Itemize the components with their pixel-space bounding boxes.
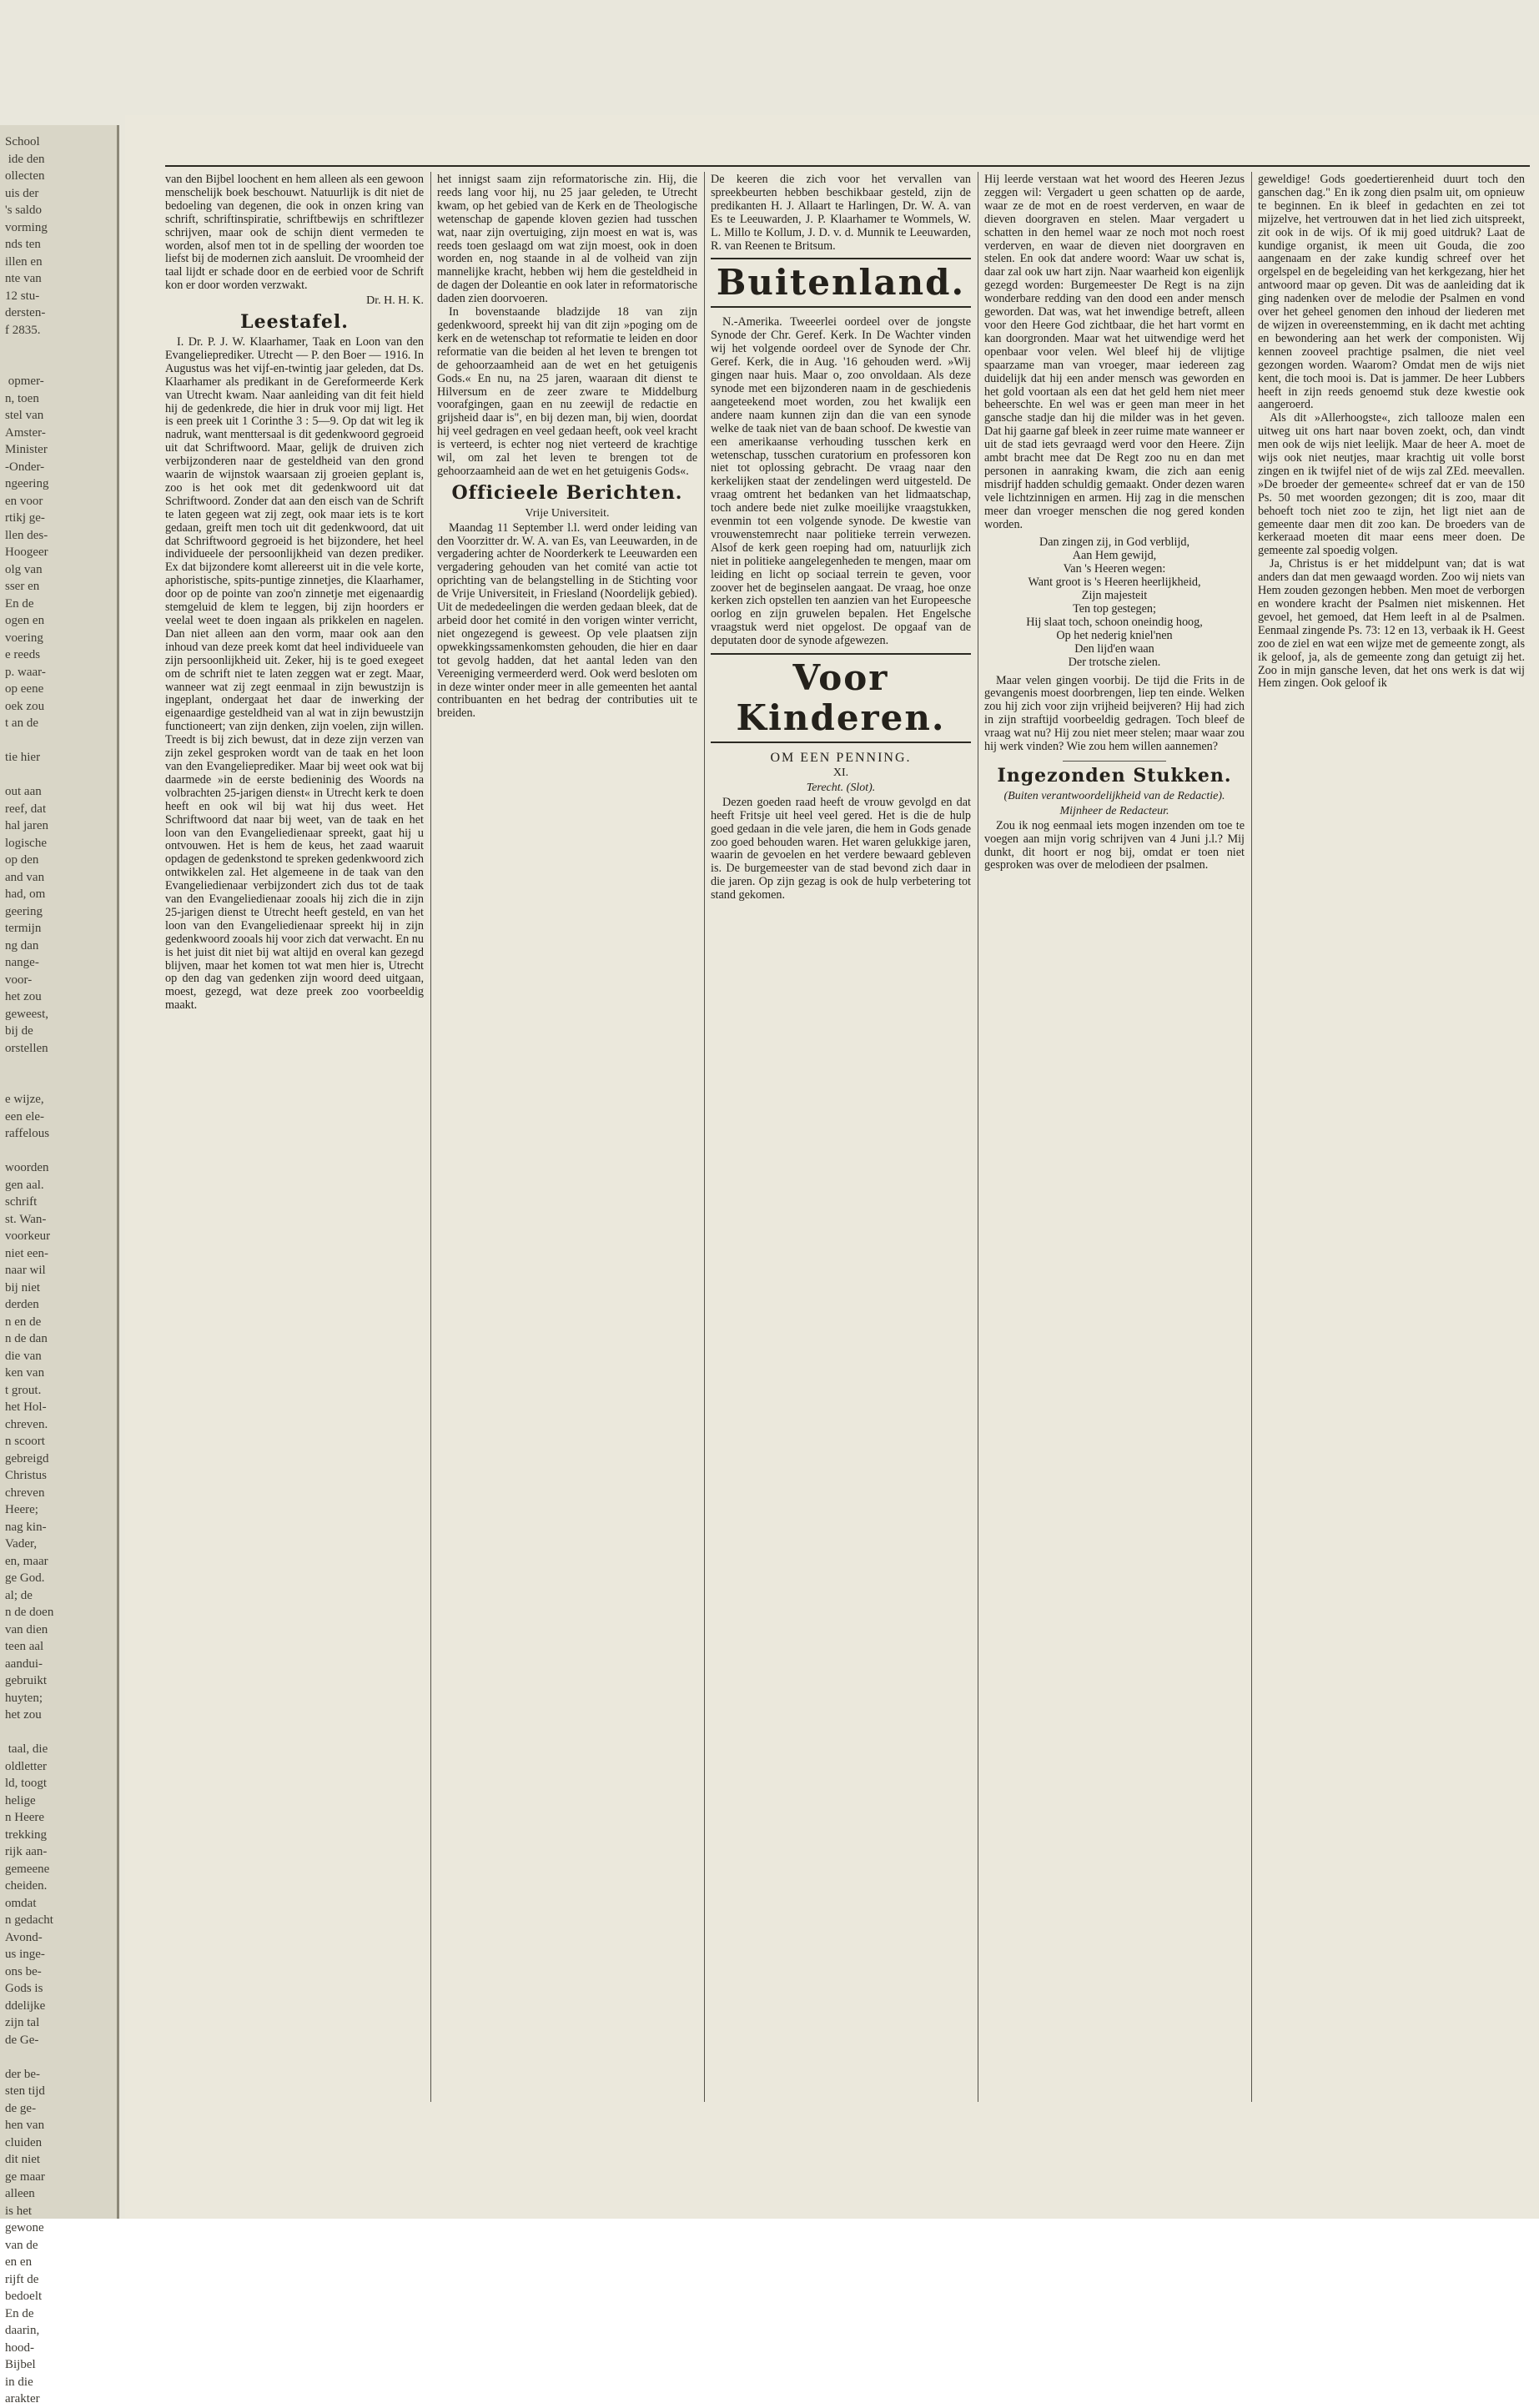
previous-page-fragments: School ide den ollecten uis der 's saldo vorming nds ten illen en nte van 12 stu- dersten- f 2835. opmer- n, toen stel van Amster- Minister -Onder- ngeering en voor rtikj ge- llen des- Hoogeer olg van sser en En de ogen en voering e reeds p. waar- op eene oek zou t an de tie hier out aan reef, dat hal jaren logische op den and van had, om geering termijn ng dan nange- voor- het zou geweest, bij de orstellen e wijze, een ele- raffelous woorden gen aal. schrift st. Wan- voorkeur niet een- naar wil bij niet derden n en de n de dan die van ken van t grout. het Hol- chreven. n scoort gebreigd Christus chreven Heere; nag kin- Vader, en, maar ge God. al; de n de doen van dien teen aal aandui- gebruikt huyten; het zou taal, die oldletter ld, toogt helige n Heere trekking rijk aan- gemeene cheiden. omdat n gedacht Avond- us inge- ons be- Gods is ddelijke zijn tal de Ge- der be- sten tijd de ge- hen van cluiden dit niet ge maar alleen is het gewone van de en en rijft de bedoelt En de daarin, hood- Bijbel in die arakter <box>5 135 54 2405</box>
psalm-line: Op het nederig kniel'nen <box>1056 628 1173 642</box>
psalm-line: Der trotsche zielen. <box>1068 655 1161 669</box>
column-5-intro: geweldige! Gods goedertierenheid duurt toch den ganschen dag." En ik zong dien psalm uit, om opnieuw te beginnen. En ik bleef in gedachten en zei tot mijzelve, het vertrouwen dat in het lied zich uitspreekt, zit ook in de wijs. Of ik mij goed uitdruk? Laat de kundige organist, ik meen uit Gouda, die zoo aangenaam en der zake kundig schreef over het orgelspel en de begeleiding van het kerkgezang, hier het antwoord maar op geven. Dit was de aanleiding dat ik ging nadenken over de melodie der Psalmen en vond over het geheel genomen den inhoud der liederen met de wijzen in overeenstemming, en ik dacht met achting en bewondering aan het werk der componisten. Wij kennen zooveel prachtige psalmen, die niet veel gezongen worden. Waarom? Omdat men de wijs niet kent, die toch mooi is. Dat is jammer. De heer Lubbers heeft in zijn reeds genoemd stuk deze kwestie ook aangeroerd. <box>1258 173 1525 412</box>
column-2-article: In bovenstaande bladzijde 18 van zijn gedenkwoord, spreekt hij van dit zijn »poging om de kerk en de wetenschap tot reformatie te leiden en door reformatie van die beiden al het leven te brengen tot de gehoorzaamheid aan de wet en het getuigenis Gods.« En nu, na 25 jaren, waaraan dit dienst te Hilversum en de zeer zware te Middelburg voorafgingen, gaan en nu zeewijl de redactie en grijsheid daar is", en bij dezen man, bij wien, doordat hij veel gedragen en veel gedaan heeft, ook veel kracht is verteerd, is echter nog niet verteerd de krachtige wil, om zal het leven te brengen tot de gehoorzaamheid aan de wet en het getuigenis Gods«. <box>437 305 697 478</box>
column-1 <box>165 173 424 2102</box>
leestafel-article: I. Dr. P. J. W. Klaarhamer, Taak en Loon van den Evangelieprediker. Utrecht — P. den Boer — 1916. In Augustus was het vijf-en-twintig jaar geleden, dat Ds. Klaarhamer als predikant in de Gereformeerde Kerk van Utrecht kwam. Naar aanleiding van dit feit hield hij de gedenkrede, die hier in druk voor mij ligt. Het is een preek uit 1 Corinthe 3 : 5—9. Op dat wit leg ik nadruk, want menttersaal is dit gedenkwoord gegroeid uit dat Schriftwoord. Maar, gelijk de druiven zich verbijzonderen naar de gesteldheid van den grond waarin de wijnstok waarsaan zij groeien geplant is, zoo is het ook met dit gedenkwoord uit dat Schriftwoord. Zonder dat aan den eisch van de Schrift te laten gegeen wat zij zegt, ook maar iets is te kort gedaan, greift men toch uit dit gedenkwoord, dat uit dat Schriftwoord gegroeid is het bijzondere, het heel individueele der persoonlijkheid van dezen prediker. Ex dat bijzondere komt allereerst uit in die vele korte, aphoristische, spits-puntige zinnetjes, die Klaarhamer, door op de pointe van zoo'n zinnetje met eigenaardig stemgeluid de klem te leggen, bij zijn hoorders er veelal weet te doen ingaan als prikkelen en nagelen. Dan niet alleen aan den vorm, maar ook aan den inhoud van deze preek komt dat heel individueele van zijn persoonlijkheid uit. Zeker, hij is te goed exegeet om de schrift niet te laten zeggen wat er zegt. Maar, wanneer wat zij zegt eenmaal in zijn bewustzijn is ingeplant, ondergaat het daar de inwerking der eigenaardige gesteldheid van al wat in zijn bewustzijn functioneert; van zijn denken, zijn voelen, zijn willen. Treedt is bij zich bewust, dat in deze zijn verzen van zijn zekel gesproken wordt van de taak en het loon van den Evangelieprediker. Maar bij weet ook wat bij daarmede »in de eerste bedieninig des Woords na volbrachten 25-jarigen dienst« in Utrecht kerk te doen heeft en ook wil bij wat hij dus weet. Het Schriftwoord dat naar bij weet, van de taak en het loon van den Evangeliedienaar spreekt, gaat hij u ontvouwen. Het is hem de keus, het zaad waaruit opdagen de gedenkstond te spreken gedenkwoord zich ontwikkelen zal. Het algemeene in de taak van den Evangeliedienaar verbijzondert zich dus tot de taak van den Evangeliedienaar zooals hij zich die in zijn 25-jarigen dienst te Utrecht heeft gesteld, en van het loon van den Evangeliedienaar spreekt hij in zijn gedenkwoord zooals hij voor zich dat verwacht. En nu is het juist dit niet bij wat altijd en overal kan gezegd blijven, maar het komen tot wat men hier is, Utrecht op den dag van gedenken zijn woord deed uitgaan, moest, gezegd, wat deze preek zoo voorbeeldig maakt. <box>165 334 424 1013</box>
column-2-intro: het innigst saam zijn reformatorische zin. Hij, die reeds lang voor hij, nu 25 jaar geleden, te Utrecht kwam, op het gebied van de Kerk en de Theologische wetenschap de gapende kloven gezien had tusschen wat, naar zijn overtuiging, zijn moest en wat is, was reeds toen geslaagd om wat zijn moest, ook in doen worden en, nog staande in al de volheid van zijn mannelijke kracht, hebben wij hem die gesteldheid in de dagen der Doleantie en ook later in reformatorische daden zien doorvoeren. <box>437 173 697 306</box>
column-divider <box>430 172 431 2102</box>
column-1-intro: van den Bijbel loochent en hem alleen als een gewoon menschelijk boek beschouwt. Natuurlijk is dit niet de bedoeling van degenen, die ook in onzen kring van schrift, schriftinspiratie, schriftbewijs en schriftlezer schrijven, maar ook de schijn dient vermeden te worden, alsof men tot in de spelling der woorden toe liefst bij de modernen zich aansluit. De vroomheid der taal lijdt er schade door en de eerbied voor de Schrift kon er door worden verzwakt. <box>165 173 424 293</box>
psalm-line: Want groot is 's Heeren heerlijkheid, <box>1028 576 1201 590</box>
column-2 <box>437 173 697 2102</box>
story-title: OM EEN PENNING. <box>770 751 912 766</box>
section-heading-buitenland: Buitenland. <box>711 258 971 308</box>
column-4-intro: Hij leerde verstaan wat het woord des Heeren Jezus zeggen wil: Vergadert u geen schatten op de aarde, waar ze de mot en de roest verderven, en waar de dieven doorgraven en stelen. Maar vergadert u schatten in den hemel waar ze noch mot noch roest verderven, en waar de dieven niet doorgraven en stelen. En ook dat andere woord: Waar uw schat is, daar zal ook uw hart zijn. Naar waarheid kon eigenlijk gezegd worden: Burgemeester De Regt is na zijn wonderbare redding van den dood een ander mensch geworden. Dat was, wat het inwendige betreft, alleen voor den Heere God zichtbaar, die het hart vormt en kan doorgronden. Maar wat het uitwendige werd het openbaar voor velen. Wel bleef hij de vlijtige spaarzame man van vroeger, maar iedereen zag duidelijk dat hij een ander mensch was geworden en het gold voortaan als een dat het geld hem niet meer beheerschte. En wel was er geen man meer in het gansche stadje dan hij die milder was in het geven. Dat hij gaarne gaf bleek in zeer ruime mate wanneer er uit de stad iets gevraagd werd voor den Heere. Zijn ambt bracht mee dat De Regt zoo nu en dan met personen in aanraking kwam, die zich aan eenig misdrijf hadden schuldig gemaakt. Onder dezen waren vele lichtzinnigen en armen. Hij zag in die menschen meer dan vroeger menschen die nog gered konden worden. <box>984 173 1245 531</box>
column-3-intro: De keeren die zich voor het vervallen van spreekbeurten hebben beschikbaar gesteld, zijn de predikanten H. J. Allaart te Harlingen, Dr. W. A. van Es te Leeuwarden, J. P. Klaarhamer te Wommels, W. L. Millo te Kollum, J. D. v. d. Munnik te Leeuwarden, R. van Reenen te Britsum. <box>711 173 971 253</box>
psalm-line: Hij slaat toch, schoon oneindig hoog, <box>1026 615 1203 629</box>
psalm-line: Ten top gestegen; <box>1073 602 1156 616</box>
column-divider <box>704 172 705 2102</box>
stukken-disclaimer: (Buiten verantwoordelijkheid van de Redactie). <box>1003 789 1225 802</box>
column-5-article: Als dit »Allerhoogste«, zich tallooze malen een uitweg uit ons hart naar boven zoekt, och, dan vindt men ook de wijs niet leelijk. Maar de heer A. moet de wijs ook niet neutjes, maar krachtig uit volle borst zingen en ik twijfel niet of de wijs zal ZEd. meevallen. »De broeder der gemeente« schreef dat er van de 150 Ps. 50 met woorden gezongen; dit is zoo, maar dit behoeft toch niet zoo te zijn, het ligt niet aan de gemeente daar men dit zoo kan. De broeders van de kerkeraad moeten dit maar eens meer doen. De gemeente zal spoedig volgen. <box>1258 411 1525 558</box>
stukken-salutation: Mijnheer de Redacteur. <box>1059 804 1169 817</box>
story-chapter: XI. <box>832 767 849 779</box>
column-divider <box>1251 172 1252 2102</box>
section-heading-official: Officieele Berichten. <box>451 481 683 504</box>
column-4 <box>984 173 1245 2102</box>
official-article: Maandag 11 September l.l. werd onder leiding van den Voorzitter dr. W. A. van Es, van Leeuwarden, in de vergadering achter de Noorderkerk te Leeuwarden een vergadering gehouden van het comité van actie tot oprichting van de belangstelling in de Stichting voor de Vrije Universiteit, in Friesland (Noordelijk gebied). Uit de mededeelingen die werden gedaan bleek, dat de arbeid door het comité in den vorigen winter verricht, niet ongezegend is geweest. Op vele plaatsen zijn opwekkingssamenkomsten gehouden, die hier en daar tot gevolg hadden, dat het aantal leden van den Vereeniging vermeerderd werd. Ook werd besloten om in deze winter onder meer in alle gemeenten het aantal contribuanten en het bedrag der contributies uit te breiden. <box>437 520 697 721</box>
story-place: Terecht. (Slot). <box>806 781 876 794</box>
column-5-closing: Ja, Christus is er het middelpunt van; dat is wat anders dan dat men gewaagd worden. Zoo wij niets van Hem zouden gezongen hebben. Men moet de verborgen en wondere kracht der Psalmen niet miskennen. Het gevoel, het gemoed, dat Hem leeft in al de Psalmen. Eenmaal zingende Ps. 73: 12 en 13, verbaak ik H. Geest zoo de ziel en wat een wijze met de gemeente zongt, als ik geloof, ja, als de gemeente zong dan getuigt zij het. Zoo in mijn gansche leven, dat het ons werk is dat wij Hem zingen. Ook geloof ik <box>1258 557 1525 691</box>
newspaper-columns <box>165 165 1530 2102</box>
kinderen-article: Dezen goeden raad heeft de vrouw gevolgd en dat heeft Fritsje uit heel veel gered. Het is die de hulp goed gedaan in die vele jaren, die hem in Gods genade zoo goed behouden waren. Het waren gelukkige jaren, waarin de gevoelen en het verdere bewaard gebleven is. De burgemeester van de stad bevond zich daar in die jaren. Op zijn gezag is ook de hulp verbetering tot stand gekomen. <box>711 795 971 902</box>
previous-page-edge <box>0 125 119 2405</box>
column-3 <box>711 173 971 2102</box>
psalm-line: Zijn majesteit <box>1081 589 1148 603</box>
column-5 <box>1258 173 1525 2102</box>
buitenland-article: N.-Amerika. Tweeerlei oordeel over de jongste Synode der Chr. Geref. Kerk. In De Wachter vinden wij het volgende oordeel over de Synode der Chr. Geref. Kerk, die in Aug. '16 gehouden werd. »Wij gingen naar huis. Maar o, zoo onvoldaan. Als deze synode met een bijzonderen naam in de geschiedenis aangeteekend moet worden, zou het kwalijk een andere naam kunnen zijn dan die van een synode welke de taak niet van de baan schoof. De kwestie van een amerikaanse verhouding tusschen kerk en wetenschap, tusschen curatorium en professoren kon niet tot oplossing gebracht. De vraag naar den kerkelijken staat der zendelingen werd uitgesteld. De vraag omtrent het bedanken van het lidmaatschap, toch andere bede niet zulke moeilijke vraagstukken, evenmin tot een volgende synode. De kwestie van vrouwenstemrecht naar politieke terrein verwezen. Alsof de kerk geen roeping had om, natuurlijk zich niet in politieke aangelegenheden te mengen, maar om leiding en licht op sociaal terrein te geven, voor zoover het de beginselen aangaat. De vraag, hoe onze kerken zich opstellen ten aanzien van het Europeesche oorlog en zijn gruwelen bepalen. Het Engelsche vraagstuk werd niet opgelost. De opgaaf van de deputaten door de synode afgewezen. <box>711 315 971 648</box>
psalm-line: Dan zingen zij, in God verblijd, <box>1039 535 1190 550</box>
section-heading-leestafel: Leestafel. <box>240 311 349 334</box>
psalm-line: Aan Hem gewijd, <box>1072 549 1157 563</box>
column-4-article: Maar velen gingen voorbij. De tijd die Frits in de gevangenis moest doorbrengen, liep ten einde. Welken zou hij zich voor zijn vrijheid beijveren? Hij had zich in zijn straftijd voorbeeldig gedragen. Toch bleef de vraag wat nu? Hij zou niet meer stelen; maar waar zou hij werk vinden? Wie zou hem willen aannemen? <box>984 673 1245 754</box>
signature: Dr. H. H. K. <box>366 294 424 308</box>
psalm-line: Den lijd'en waan <box>1074 641 1154 656</box>
section-heading-stukken: Ingezonden Stukken. <box>997 764 1232 787</box>
stukken-article: Zou ik nog eenmaal iets mogen inzenden om toe te voegen aan mijn vorig schrijven van 4 Juni j.l.? Mij dunkt, dit hoort er nog bij, omdat er toen niet gesproken was over de melodieen der psalmen. <box>984 818 1245 872</box>
section-heading-kinderen: Voor Kinderen. <box>711 653 971 743</box>
section-separator <box>1063 761 1167 762</box>
psalm-verse <box>984 536 1245 669</box>
psalm-line: Van 's Heeren wegen: <box>1063 562 1166 576</box>
official-subheading: Vrije Universiteit. <box>525 506 610 520</box>
